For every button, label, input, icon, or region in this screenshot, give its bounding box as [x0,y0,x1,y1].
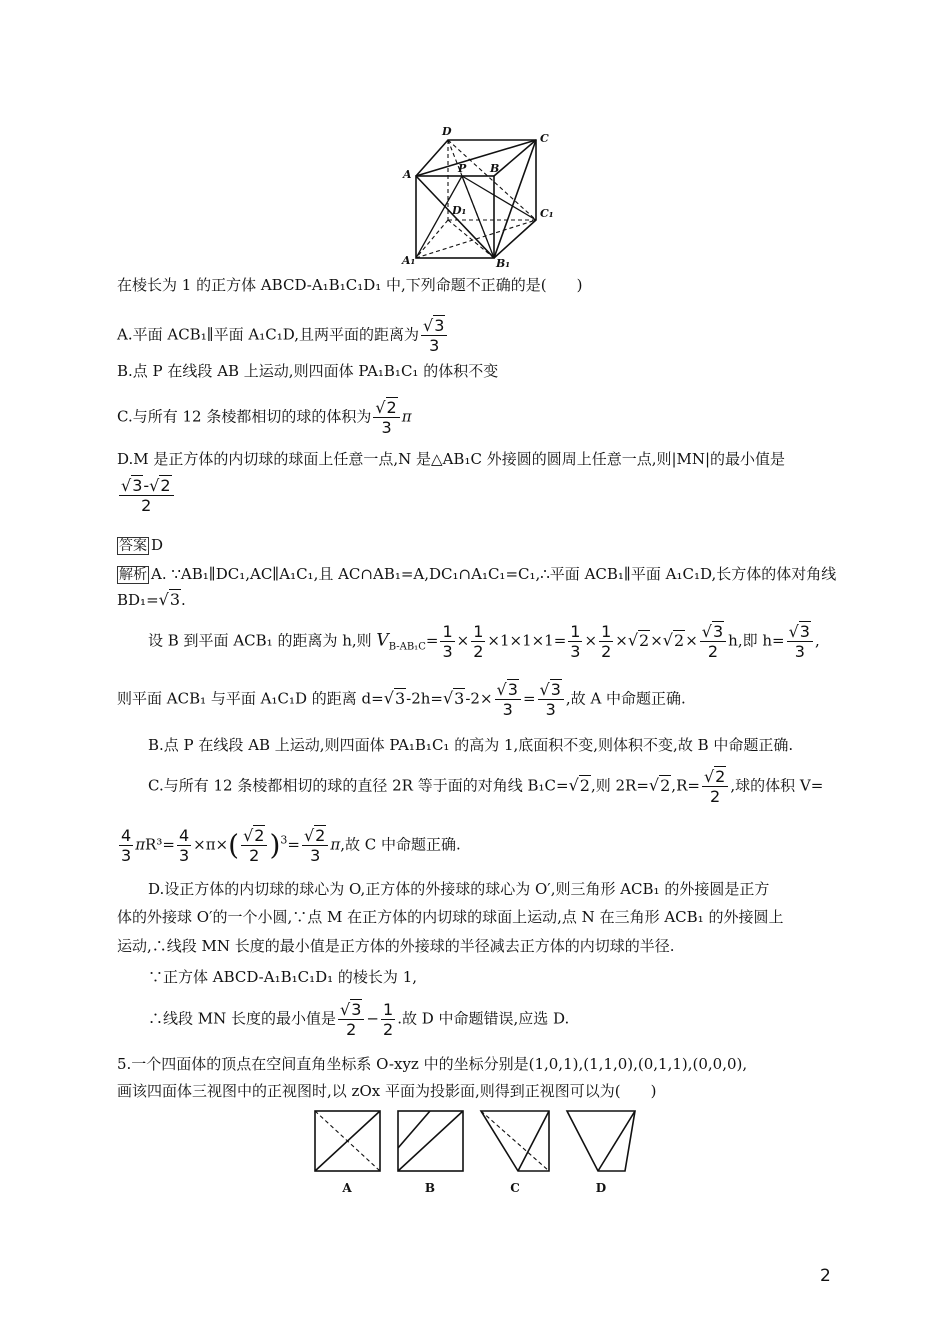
problem4-stem: 在棱长为 1 的正方体 ABCD-A₁B₁C₁D₁ 中,下列命题不正确的是( ) [117,276,583,294]
solution-line-4: 则平面 ACB₁ 与平面 A₁C₁D 的距离 d=√3-2h=√3-2× $\frac{√3}{3}$ = $\frac{√3}{3}$ ,故 A 中命题正确. [117,680,686,719]
page-number: 2 [820,1266,831,1286]
label-C: C [540,132,549,145]
choice-figures [305,1108,645,1198]
choice-label-a: A [342,1181,352,1195]
option-d-value: $\frac{√3-√2}{2}$ [117,476,176,515]
choice-label-c: C [510,1181,520,1195]
option-b: B.点 P 在线段 AB 上运动,则四面体 PA₁B₁C₁ 的体积不变 [117,362,499,380]
solution-line-9: 体的外接球 O′的一个小圆,∵点 M 在正方体的内切球的球面上运动,点 N 在三角形 ACB₁ 的外接圆上 [117,908,784,926]
solution-line-12: ∴线段 MN 长度的最小值是 $\frac{√3}{2}$ − $\frac{1}{2}$ .故 D 中命题错误,应选 D. [148,1000,570,1039]
choice-label-d: D [595,1181,607,1195]
solution-line-8: D.设正方体的内切球的球心为 O,正方体的外接球的球心为 O′,则三角形 ACB₁ 的外接圆是正方 [148,880,770,898]
answer-value: D [151,536,164,554]
label-D1: D₁ [452,204,467,217]
solution-line-11: ∵正方体 ABCD-A₁B₁C₁D₁ 的棱长为 1, [148,968,418,986]
label-A: A [403,168,412,181]
label-B: B [490,162,500,175]
option-d: D.M 是正方体的内切球的球面上任意一点,N 是△AB₁C 外接圆的圆周上任意一点,则|MN|的最小值是 [117,450,786,468]
label-A1: A₁ [402,254,416,267]
solution-line-2: BD₁=√3. [117,590,186,609]
label-P: P [458,162,467,175]
label-B1: B₁ [496,257,511,270]
solution-line-7: $\frac{4}{3}$ πR³= $\frac{4}{3}$ ×π×( $\frac{√2}{2}$ )$^3$= $\frac{√2}{3}$ π,故 C 中命题正确. [121,826,461,865]
answer-tag: 答案 [119,538,147,554]
answer-line [117,534,163,557]
choice-label-b: B [424,1181,436,1195]
label-D: D [442,125,452,138]
problem5-line-2: 画该四面体三视图中的正视图时,以 zOx 平面为投影面,则得到正视图可以为( ) [117,1082,657,1100]
solution-line-5: B.点 P 在线段 AB 上运动,则四面体 PA₁B₁C₁ 的高为 1,底面积不变,则体积不变,故 B 中命题正确. [148,736,794,754]
option-c: C.与所有 12 条棱都相切的球的体积为 $\frac{√2}{3}$ π [117,398,412,437]
cube-figure [396,122,556,272]
solution-line-1: 解析 A. ∵AB₁∥DC₁,AC∥A₁C₁,且 AC∩AB₁=A,DC₁∩A₁C₁=C₁,∴平面 ACB₁∥平面 A₁C₁D,长方体的体对角线 [119,565,837,583]
solution-line-10: 运动,∴线段 MN 长度的最小值是正方体的外接球的半径减去正方体的内切球的半径. [117,937,675,955]
label-C1: C₁ [540,207,554,220]
solution-tag: 解析 [119,567,147,583]
solution-line-3: 设 B 到平面 ACB₁ 的距离为 h,则 $V_{B-AB_1C}=$ $\frac{1}{3}$ × $\frac{1}{2}$ ×1×1×1= $\frac{1}{3}$ × $\frac{1}{2}$ ×√2×√2× $\frac{√3}{2}$ h,即 h= $\frac{√3}{3}$ , [148,622,820,661]
solution-line-6: C.与所有 12 条棱都相切的球的直径 2R 等于面的对角线 B₁C=√2,则 2R=√2,R= $\frac{√2}{2}$ ,球的体积 V= [148,767,824,806]
option-a: A.平面 ACB₁∥平面 A₁C₁D,且两平面的距离为 $\frac{√3}{3}$ [117,316,449,355]
problem5-line-1: 5.一个四面体的顶点在空间直角坐标系 O-xyz 中的坐标分别是(1,0,1),(1,1,0),(0,1,1),(0,0,0), [117,1055,748,1073]
